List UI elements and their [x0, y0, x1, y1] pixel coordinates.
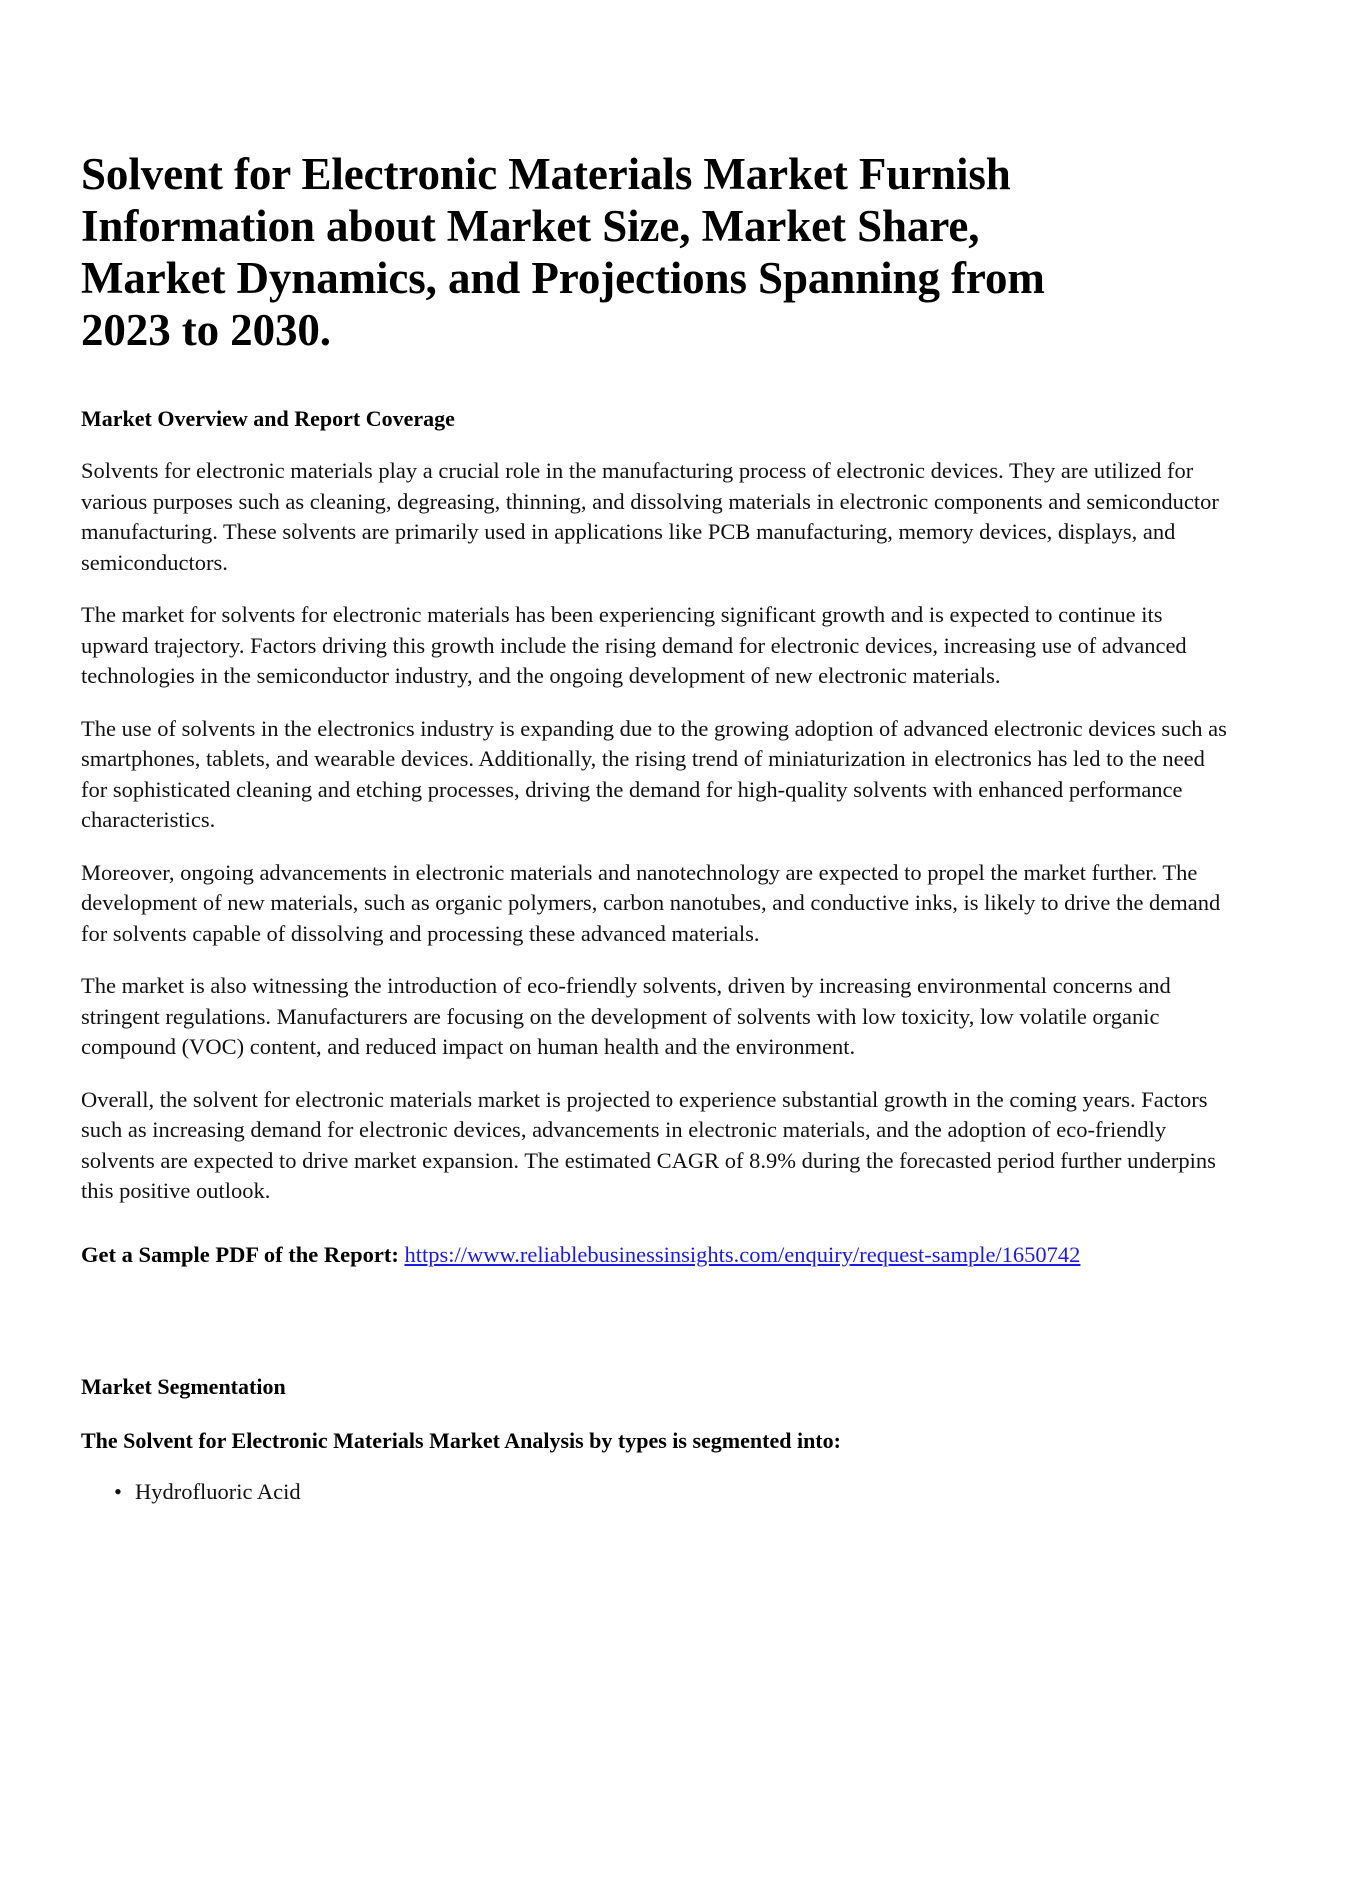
section-heading-market-overview: Market Overview and Report Coverage — [81, 406, 455, 431]
list-item-label: Hydrofluoric Acid — [135, 1479, 301, 1504]
page-title: Solvent for Electronic Materials Market Furnish Information about Market Size, Market Share, Market Dynamics, and Projections Spanning from 2023 to 2030. — [81, 149, 1045, 355]
paragraph-overall-outlook: Overall, the solvent for electronic materials market is projected to experience substantial growth in the coming years. Factors such as increasing demand for electronic devices, advancements in electronic materials, and the adoption of eco-friendly solvents are expected to drive market expansion. The estimated CAGR of 8.9% during the forecasted period further underpins this positive outlook. — [81, 1086, 1216, 1203]
section-heading-types-segmented: The Solvent for Electronic Materials Market Analysis by types is segmented into: — [81, 1428, 841, 1453]
document-content — [81, 0, 1231, 1507]
paragraph-nanotechnology-advancements: Moreover, ongoing advancements in electronic materials and nanotechnology are expected to propel the market further. The development of new materials, such as organic polymers, carbon nanotubes, and conductive inks, is likely to drive the demand for solvents capable of dissolving and processing these advanced materials. — [81, 859, 1221, 946]
list-item — [81, 1477, 1231, 1507]
bullet-icon: • — [114, 1479, 122, 1504]
paragraph-market-growth: The market for solvents for electronic materials has been experiencing significant growth and is expected to continue its upward trajectory. Factors driving this growth include the rising demand for electronic devices, increasing use of advanced technologies in the semiconductor industry, and the ongoing development of new electronic materials. — [81, 602, 1187, 688]
paragraph-solvent-use-expanding: The use of solvents in the electronics industry is expanding due to the growing adoption of advanced electronic devices such as smartphones, tablets, and wearable devices. Additionally, the rising trend of miniaturization in electronics has led to the need for sophisticated cleaning and etching processes, driving the demand for high-quality solvents with enhanced performance characteristics. — [81, 715, 1227, 832]
sample-pdf-block — [81, 1207, 1231, 1271]
section-heading-market-segmentation: Market Segmentation — [81, 1374, 286, 1399]
sample-pdf-label: Get a Sample PDF of the Report: — [81, 1241, 399, 1267]
paragraph-solvents-role: Solvents for electronic materials play a crucial role in the manufacturing process of electronic devices. They are utilized for various purposes such as cleaning, degreasing, thinning, and dissolving materials in electronic components and semiconductor manufacturing. These solvents are primarily used in applications like PCB manufacturing, memory devices, displays, and semiconductors. — [81, 458, 1219, 575]
paragraph-eco-friendly-solvents: The market is also witnessing the introduction of eco-friendly solvents, driven by increasing environmental concerns and stringent regulations. Manufacturers are focusing on the development of solvents with low toxicity, low volatile organic compound (VOC) content, and reduced impact on human health and the environment. — [81, 973, 1171, 1059]
request-sample-link[interactable]: https://www.reliablebusinessinsights.com/enquiry/request-sample/1650742 — [404, 1241, 1081, 1267]
type-segment-list — [81, 1455, 1231, 1507]
